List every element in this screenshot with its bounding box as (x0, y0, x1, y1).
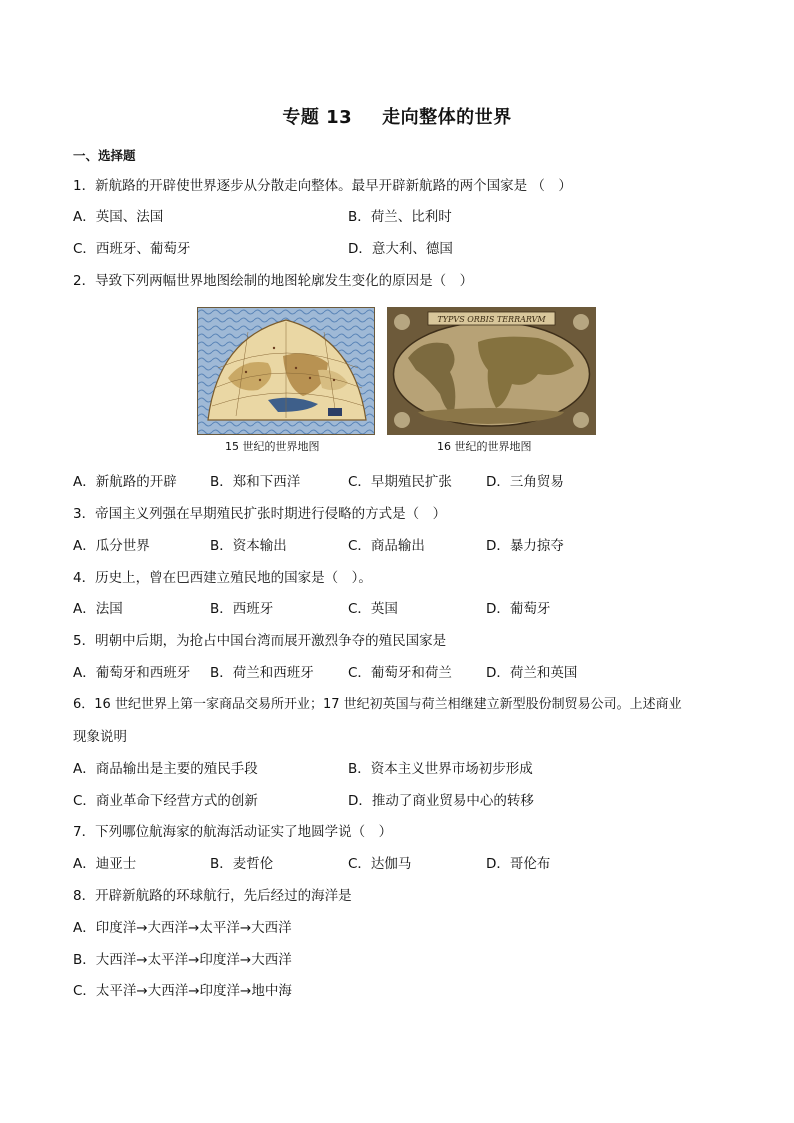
q2-option-b: B．郑和下西洋 (210, 474, 301, 490)
q7-option-b: B．麦哲伦 (210, 856, 274, 872)
q3-option-a: A．瓜分世界 (73, 538, 150, 554)
question-6-stem-line2: 现象说明 (73, 729, 127, 745)
q7-option-d: D．哥伦布 (486, 856, 551, 872)
q6-option-d: D．推动了商业贸易中心的转移 (348, 793, 534, 809)
q4-option-a: A．法国 (73, 601, 123, 617)
q2-option-d: D．三角贸易 (486, 474, 564, 490)
q5-option-b: B．荷兰和西班牙 (210, 665, 314, 681)
map-15th-caption: 15 世纪的世界地图 (225, 440, 320, 453)
q1-option-a: A．英国、法国 (73, 209, 164, 225)
q3-option-c: C．商品输出 (348, 538, 425, 554)
question-8-stem: 8．开辟新航路的环球航行，先后经过的海洋是 (73, 888, 352, 904)
question-2-stem: 2．导致下列两幅世界地图绘制的地图轮廓发生变化的原因是（ ） (73, 273, 474, 289)
q8-option-a: A．印度洋→大西洋→太平洋→大西洋 (73, 920, 292, 936)
q1-option-c: C．西班牙、葡萄牙 (73, 241, 191, 257)
q7-option-c: C．达伽马 (348, 856, 412, 872)
map-banner-text: TYPVS ORBIS TERRARVM (437, 315, 546, 324)
question-1-stem: 1．新航路的开辟使世界逐步从分散走向整体。最早开辟新航路的两个国家是 （ ） (73, 178, 572, 194)
q4-option-d: D．葡萄牙 (486, 601, 551, 617)
q3-option-d: D．暴力掠夺 (486, 538, 564, 554)
q1-option-d: D．意大利、德国 (348, 241, 453, 257)
q7-option-a: A．迪亚士 (73, 856, 137, 872)
map-figure (197, 307, 597, 457)
q4-option-b: B．西班牙 (210, 601, 274, 617)
question-7-stem: 7．下列哪位航海家的航海活动证实了地圆学说（ ） (73, 824, 393, 840)
q5-option-c: C．葡萄牙和荷兰 (348, 665, 452, 681)
q2-option-c: C．早期殖民扩张 (348, 474, 452, 490)
q4-option-c: C．英国 (348, 601, 398, 617)
map-16th-caption: 16 世纪的世界地图 (437, 440, 532, 453)
question-6-stem-line1: 6．16 世纪世界上第一家商品交易所开业；17 世纪初英国与荷兰相继建立新型股份制贸易公司。上述商业 (73, 697, 682, 712)
question-4-stem: 4．历史上，曾在巴西建立殖民地的国家是（ ）。 (73, 570, 372, 586)
q6-option-b: B．资本主义世界市场初步形成 (348, 761, 533, 777)
q1-option-b: B．荷兰、比利时 (348, 209, 452, 225)
title-number: 专题 13 (282, 107, 353, 128)
map-16th-century (387, 307, 596, 435)
q5-option-d: D．荷兰和英国 (486, 665, 578, 681)
page-title (0, 103, 794, 129)
q3-option-b: B．资本输出 (210, 538, 287, 554)
q2-option-a: A．新航路的开辟 (73, 474, 177, 490)
map-15th-century (197, 307, 375, 435)
q8-option-b: B．大西洋→太平洋→印度洋→大西洋 (73, 952, 292, 968)
question-3-stem: 3．帝国主义列强在早期殖民扩张时期进行侵略的方式是（ ） (73, 506, 447, 522)
ptolemy-map-illustration (198, 308, 374, 434)
q6-option-a: A．商品输出是主要的殖民手段 (73, 761, 258, 777)
ortelius-map-illustration (388, 308, 595, 434)
q6-option-c: C．商业革命下经营方式的创新 (73, 793, 258, 809)
question-5-stem: 5．明朝中后期，为抢占中国台湾而展开激烈争夺的殖民国家是 (73, 633, 447, 649)
q8-option-c: C．太平洋→大西洋→印度洋→地中海 (73, 983, 292, 999)
q5-option-a: A．葡萄牙和西班牙 (73, 665, 191, 681)
section-heading: 一、选择题 (73, 148, 136, 163)
title-text: 走向整体的世界 (382, 107, 512, 128)
